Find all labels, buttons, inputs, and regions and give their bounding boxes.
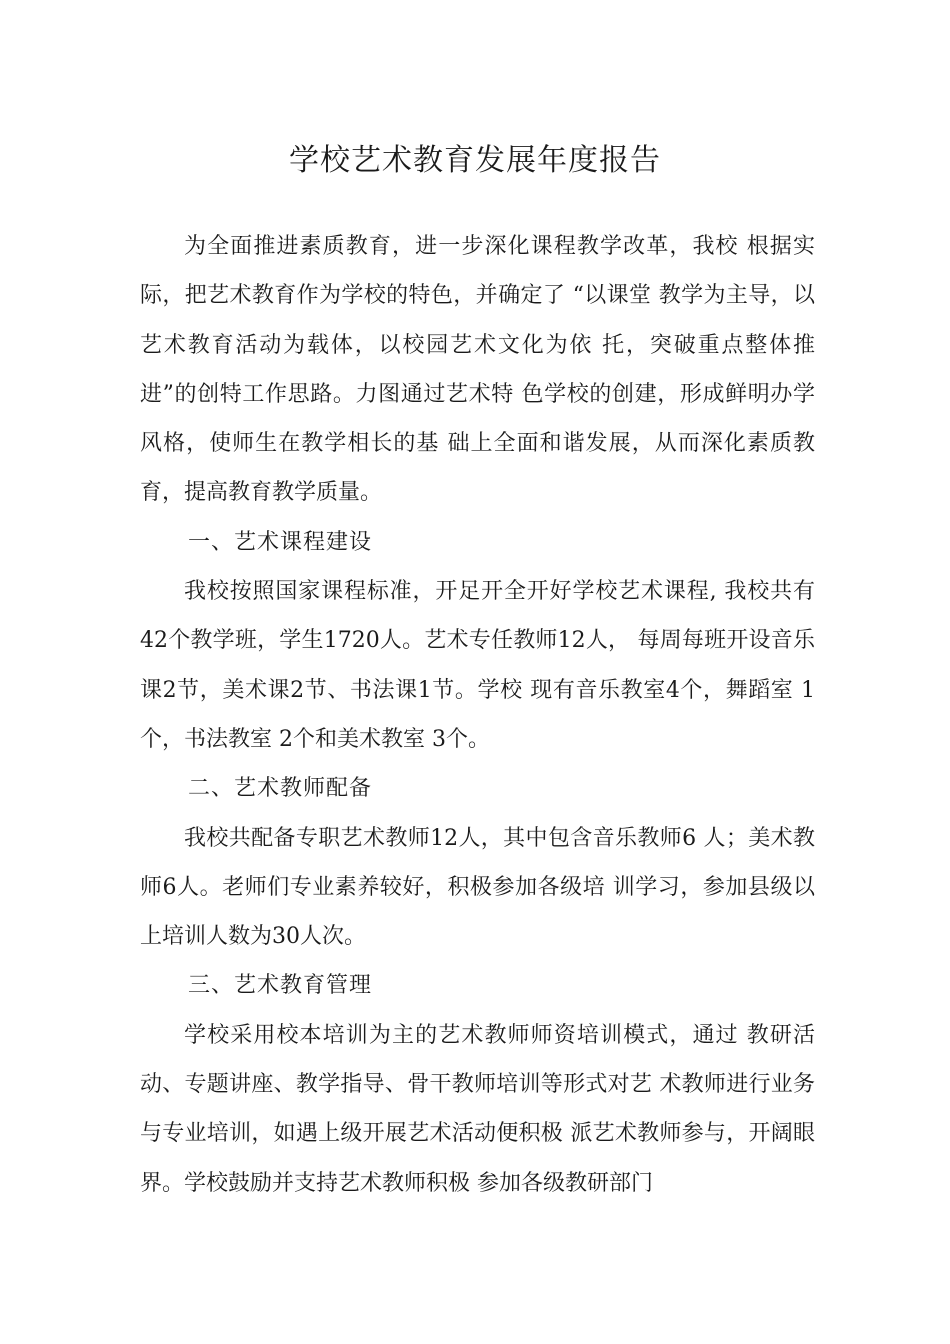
- intro-paragraph: 为全面推进素质教育，进一步深化课程教学改革，我校 根据实际，把艺术教育作为学校的特色，并确定了 “以课堂 教学为主导，以艺术教育活动为载体，以校园艺术文化为依 托，突破重点整体推进”的创特工作思路。力图通过艺术特 色学校的创建，形成鲜明办学风格，使师生在教学相长的基 础上全面和谐发展，从而深化素质教育，提高教育教学质量。: [140, 234, 815, 506]
- section-heading-curriculum: 一、艺术课程建设: [188, 529, 373, 555]
- management-paragraph: 学校采用校本培训为主的艺术教师师资培训模式，通过 教研活动、专题讲座、教学指导、骨干教师培训等形式对艺 术教师进行业务与专业培训，如遇上级开展艺术活动便积极 派艺术教师参与，开阔眼界。学校鼓励并支持艺术教师积极 参加各级教研部门: [140, 1022, 815, 1196]
- section-heading-teachers: 二、艺术教师配备: [188, 776, 373, 802]
- teachers-paragraph: 我校共配备专职艺术教师12人，其中包含音乐教师6 人；美术教师6人。老师们专业素养较好，积极参加各级培 训学习，参加县级以上培训人数为30人次。: [140, 825, 815, 950]
- section-heading-management: 三、艺术教育管理: [188, 973, 373, 999]
- curriculum-paragraph: 我校按照国家课程标准，开足开全开好学校艺术课程, 我校共有42个教学班，学生1720人。艺术专任教师12人， 每周每班开设音乐课2节，美术课2节、书法课1节。学校 现有音乐教室4个，舞蹈室 1个，书法教室 2个和美术教室 3个。: [140, 579, 815, 752]
- document-body: [140, 222, 815, 1208]
- document-title: 学校艺术教育发展年度报告: [289, 143, 661, 178]
